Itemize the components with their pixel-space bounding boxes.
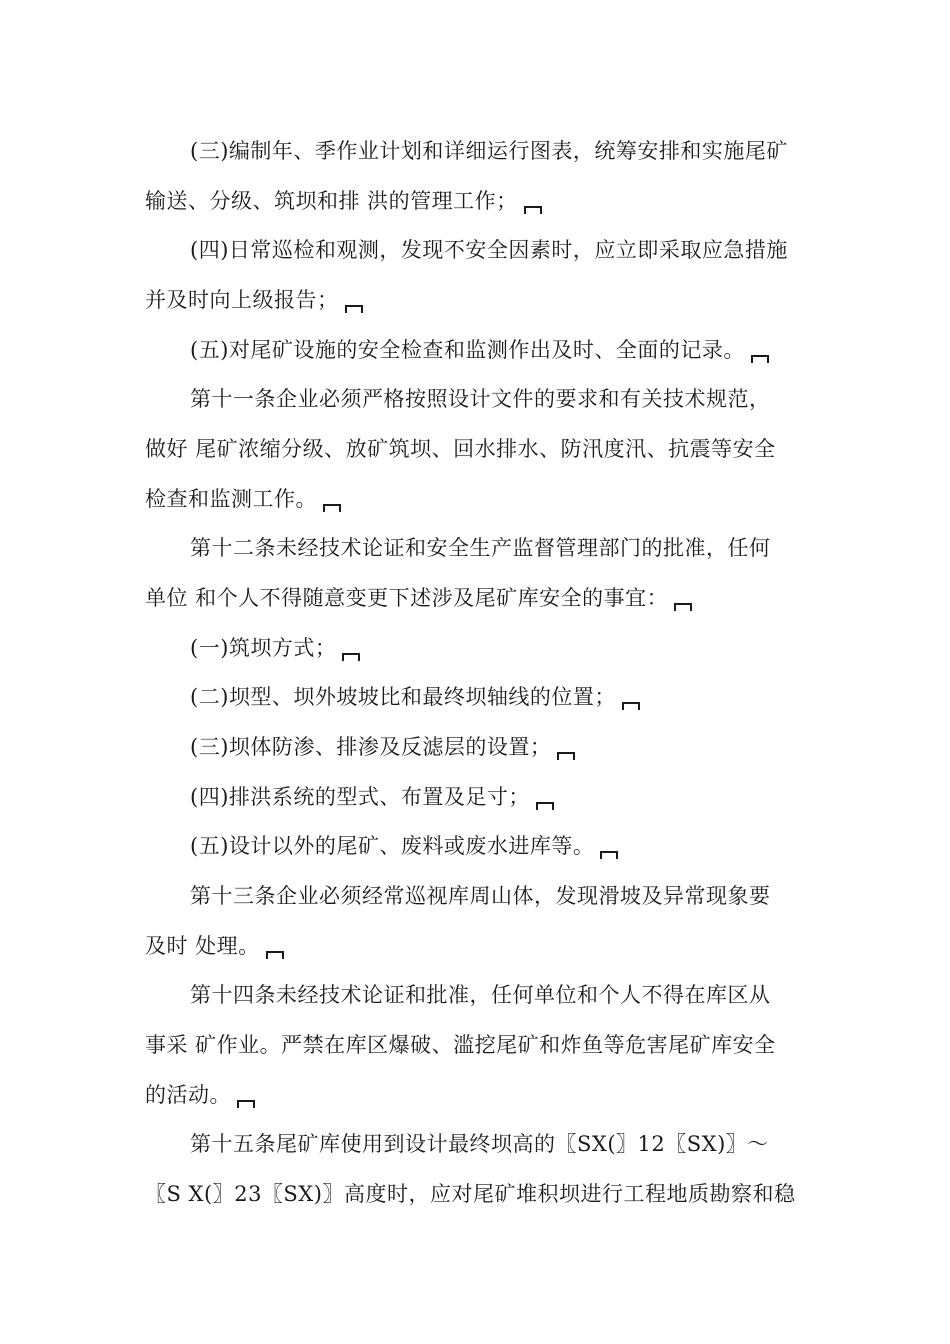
paragraph-mark-icon xyxy=(674,603,692,611)
text-line xyxy=(190,384,771,414)
text-line xyxy=(145,484,341,514)
text-line xyxy=(145,186,542,216)
paragraph-mark-icon xyxy=(536,802,554,810)
paragraph-mark-icon xyxy=(751,355,769,363)
line-text: (五)对尾矿设施的安全检查和监测作出及时、全面的记录。 xyxy=(190,338,745,362)
line-text: 及时 处理。 xyxy=(145,934,260,958)
line-text: 单位 和个人不得随意变更下述涉及尾矿库安全的事宜： xyxy=(145,586,669,610)
paragraph-mark-icon xyxy=(342,653,360,661)
paragraph-mark-icon xyxy=(622,702,640,710)
line-text: 并及时向上级报告； xyxy=(145,288,339,312)
text-line xyxy=(190,136,788,166)
text-line xyxy=(190,633,360,663)
text-line xyxy=(145,583,692,613)
line-text: (二)坝型、坝外坡坡比和最终坝轴线的位置； xyxy=(190,685,616,709)
text-line xyxy=(190,732,575,762)
paragraph-mark-icon xyxy=(345,305,363,313)
text-line xyxy=(190,881,771,911)
text-line xyxy=(145,1080,255,1110)
text-line xyxy=(145,931,284,961)
line-text: 输送、分级、筑坝和排 洪的管理工作； xyxy=(145,189,518,213)
line-text: (三)编制年、季作业计划和详细运行图表，统筹安排和实施尾矿 xyxy=(190,139,788,163)
text-line xyxy=(190,533,771,563)
paragraph-mark-icon xyxy=(266,951,284,959)
text-line xyxy=(190,682,640,712)
text-line xyxy=(190,831,618,861)
line-text: (三)坝体防渗、排渗及反滤层的设置； xyxy=(190,735,552,759)
line-text: 第十五条尾矿库使用到设计最终坝高的〖SX(〗12〖SX)〗～ xyxy=(190,1132,769,1156)
paragraph-mark-icon xyxy=(557,752,575,760)
line-text: 事采 矿作业。严禁在库区爆破、滥挖尾矿和炸鱼等危害尾矿库安全 xyxy=(145,1033,776,1057)
line-text: 第十三条企业必须经常巡视库周山体，发现滑坡及异常现象要 xyxy=(190,884,771,908)
line-text: (五)设计以外的尾矿、废料或废水进库等。 xyxy=(190,834,595,858)
line-text: 的活动。 xyxy=(145,1083,231,1107)
paragraph-mark-icon xyxy=(600,851,618,859)
line-text: (一)筑坝方式； xyxy=(190,636,337,660)
line-text: 〖S X(〗23〖SX)〗高度时，应对尾矿堆积坝进行工程地质勘察和稳 xyxy=(145,1182,796,1206)
text-line xyxy=(190,980,771,1010)
text-line xyxy=(190,235,788,265)
line-text: 检查和监测工作。 xyxy=(145,487,317,511)
line-text: 第十二条未经技术论证和安全生产监督管理部门的批准，任何 xyxy=(190,536,771,560)
text-line xyxy=(190,1129,769,1159)
paragraph-mark-icon xyxy=(323,504,341,512)
text-line xyxy=(145,1030,776,1060)
text-line xyxy=(145,1179,795,1209)
line-text: (四)日常巡检和观测，发现不安全因素时，应立即采取应急措施 xyxy=(190,238,788,262)
text-line xyxy=(190,335,769,365)
text-line xyxy=(190,782,554,812)
paragraph-mark-icon xyxy=(237,1100,255,1108)
text-line xyxy=(145,434,776,464)
line-text: 第十一条企业必须严格按照设计文件的要求和有关技术规范， xyxy=(190,387,771,411)
paragraph-mark-icon xyxy=(524,206,542,214)
line-text: (四)排洪系统的型式、布置及足寸； xyxy=(190,785,530,809)
line-text: 第十四条未经技术论证和批准，任何单位和个人不得在库区从 xyxy=(190,983,771,1007)
text-line xyxy=(145,285,363,315)
line-text: 做好 尾矿浓缩分级、放矿筑坝、回水排水、防汛度汛、抗震等安全 xyxy=(145,437,776,461)
